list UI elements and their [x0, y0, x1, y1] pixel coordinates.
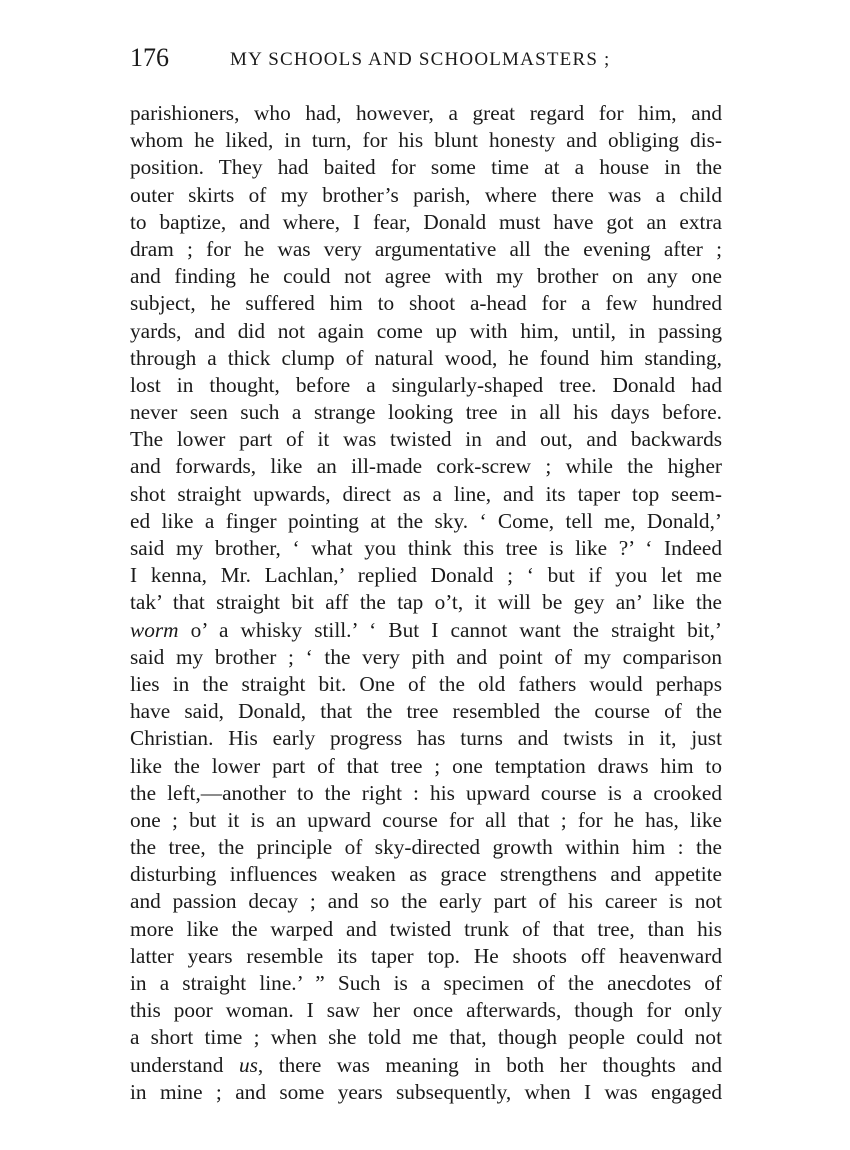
- text-line: dram ; for he was very argumentative all the evening after ;: [130, 236, 722, 261]
- text-line: outer skirts of my brother’s parish, where there was a child: [130, 182, 722, 207]
- text-line: subject, he suffered him to shoot a-head for a few hundred: [130, 291, 722, 316]
- text-line: have said, Donald, that the tree resembled the course of the: [130, 699, 722, 724]
- text-line: tak’ that straight bit aff the tap o’t, it will be gey an’ like the: [130, 590, 722, 615]
- text-line: lost in thought, before a singularly-shaped tree. Donald had: [130, 372, 722, 397]
- text-line: in a straight line.’ ” Such is a specimen of the anecdotes of: [130, 971, 722, 995]
- italic-word: us: [238, 1052, 258, 1077]
- text-line: a short time ; when she told me that, though people could not: [130, 1025, 722, 1050]
- text-line: never seen such a strange looking tree in all his days before.: [130, 400, 722, 425]
- text-line: through a thick clump of natural wood, he found him standing,: [130, 345, 722, 370]
- italic-word: worm: [130, 617, 179, 642]
- text-line: the left,—another to the right : his upward course is a crooked: [130, 780, 722, 805]
- text-line: and forwards, like an ill-made cork-screw ; while the higher: [130, 454, 722, 479]
- running-head: MY SCHOOLS AND SCHOOLMASTERS ;: [230, 49, 611, 70]
- text-line: yards, and did not again come up with him, until, in passing: [130, 318, 722, 343]
- text-line: one ; but it is an upward course for all that ; for he has, like: [130, 807, 722, 832]
- text-line: [130, 1052, 722, 1079]
- text-line: parishioners, who had, however, a great regard for him, and: [130, 101, 722, 125]
- text-line: disturbing influences weaken as grace strengthens and appetite: [130, 862, 722, 887]
- page-number: 176: [130, 43, 169, 72]
- text-line: said my brother ; ‘ the very pith and point of my comparison: [130, 644, 722, 669]
- text-line: the tree, the principle of sky-directed growth within him : the: [130, 835, 722, 860]
- text-segment: understand: [130, 1052, 239, 1077]
- text-line: said my brother, ‘ what you think this tree is like ?’ ‘ Indeed: [130, 536, 722, 560]
- text-line: The lower part of it was twisted in and out, and backwards: [130, 427, 722, 452]
- text-line: shot straight upwards, direct as a line, and its taper top seem-: [130, 481, 722, 506]
- text-line: to baptize, and where, I fear, Donald must have got an extra: [130, 209, 722, 234]
- text-segment: o’ a whisky still.’ ‘ But I cannot want the straight bit,’: [178, 617, 722, 642]
- text-line: latter years resemble its taper top. He shoots off heavenward: [130, 943, 722, 968]
- text-line: and passion decay ; and so the early part of his career is not: [130, 889, 722, 914]
- text-line: more like the warped and twisted trunk of that tree, than his: [130, 916, 722, 941]
- text-line: [130, 617, 722, 644]
- text-line: whom he liked, in turn, for his blunt honesty and obliging dis-: [130, 128, 722, 153]
- text-line: and finding he could not agree with my brother on any one: [130, 264, 722, 289]
- text-line: position. They had baited for some time at a house in the: [130, 155, 722, 180]
- text-line: ed like a finger pointing at the sky. ‘ Come, tell me, Donald,’: [130, 508, 722, 533]
- text-line: lies in the straight bit. One of the old fathers would perhaps: [130, 671, 722, 696]
- body-text: [130, 100, 722, 1106]
- text-segment: , there was meaning in both her thoughts and: [257, 1052, 722, 1077]
- text-line: I kenna, Mr. Lachlan,’ replied Donald ; ‘ but if you let me: [130, 563, 722, 588]
- text-line: Christian. His early progress has turns and twists in it, just: [130, 726, 722, 751]
- page-header: [130, 40, 730, 76]
- text-line: like the lower part of that tree ; one temptation draws him to: [130, 753, 722, 778]
- text-line: in mine ; and some years subsequently, when I was engaged: [130, 1079, 722, 1104]
- text-line: this poor woman. I saw her once afterwards, though for only: [130, 998, 722, 1023]
